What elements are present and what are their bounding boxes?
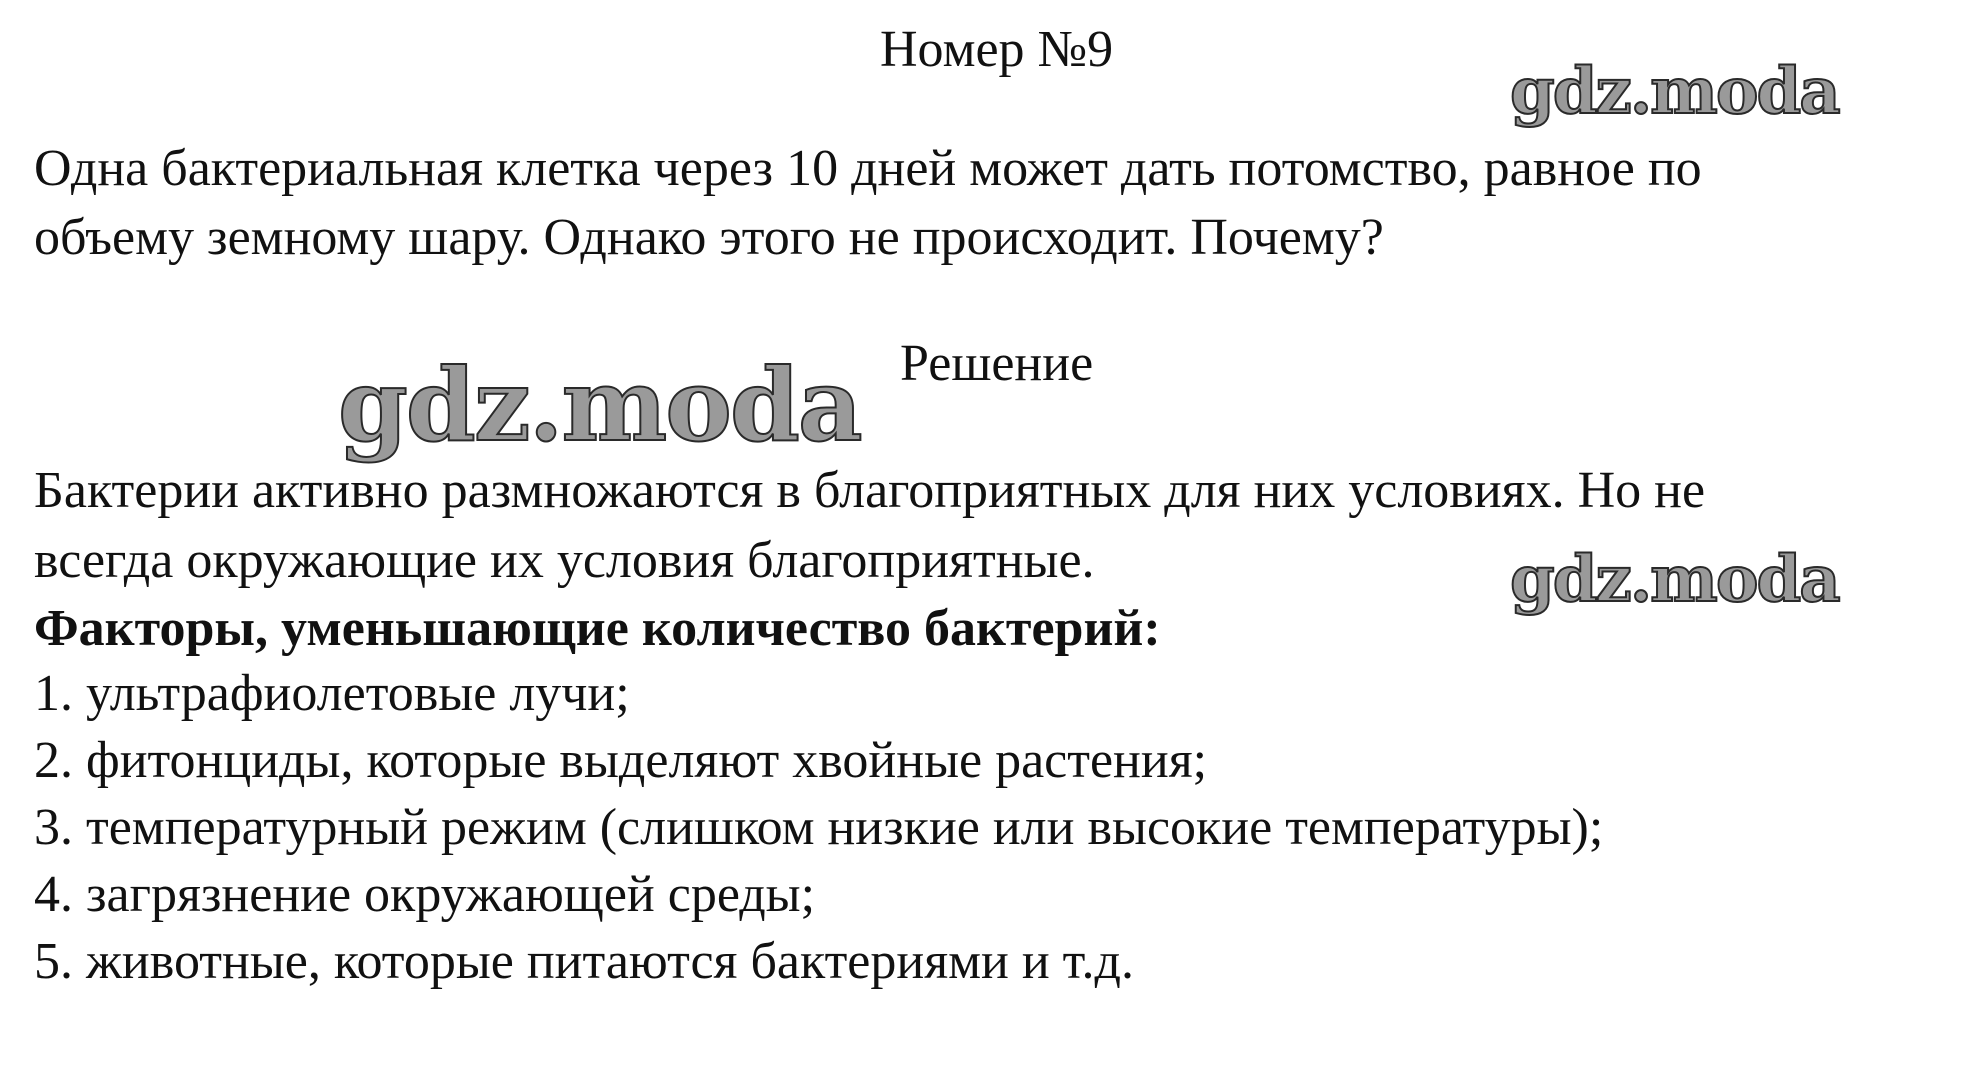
solution-heading: Решение [900, 335, 1094, 392]
page-title: Номер №9 [880, 21, 1114, 78]
factors-heading: Факторы, уменьшающие количество бактерий: [34, 600, 1161, 657]
watermark-lower: gdz.moda [1510, 542, 1839, 617]
answer-line-1: Бактерии активно размножаются в благоприятных для них условиях. Но не [34, 462, 1706, 519]
answer-line-2: всегда окружающие их условия благоприятные. [34, 532, 1095, 589]
question-line-2: объему земному шару. Однако этого не происходит. Почему? [34, 209, 1384, 266]
watermark-top: gdz.moda [1510, 54, 1839, 129]
factor-item-2: 2. фитонциды, которые выделяют хвойные растения; [34, 732, 1208, 789]
factor-item-5: 5. животные, которые питаются бактериями и т.д. [34, 933, 1134, 990]
factor-item-4: 4. загрязнение окружающей среды; [34, 866, 816, 923]
watermark-middle: gdz.moda [338, 346, 861, 464]
factor-item-3: 3. температурный режим (слишком низкие или высокие температуры); [34, 799, 1604, 856]
question-line-1: Одна бактериальная клетка через 10 дней может дать потомство, равное по [34, 140, 1702, 197]
factor-item-1: 1. ультрафиолетовые лучи; [34, 665, 630, 722]
